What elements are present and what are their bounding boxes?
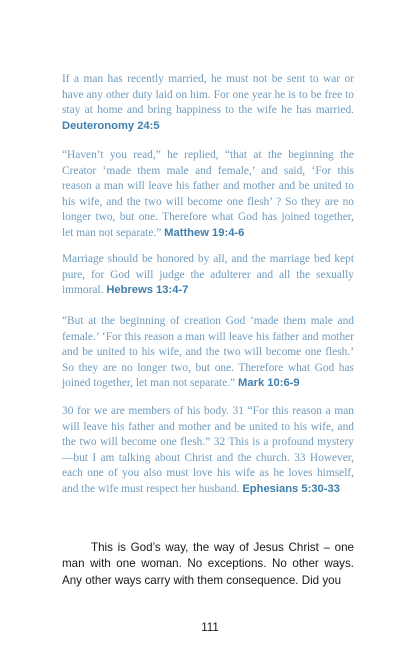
verse-reference: Hebrews 13:4-7 (106, 284, 189, 297)
verse-reference: Ephesians 5:30-33 (242, 482, 340, 495)
verse-text: Marriage should be honored by all, and the marriage bed kept pure, for God will judge the adulterer and all the sexually immoral. (62, 253, 354, 297)
verse-ephesians (62, 404, 354, 498)
verse-reference: Mark 10:6-9 (238, 377, 300, 390)
verse-text: If a man has recently married, he must not be sent to war or have any other duty laid on him. For one year he is to be free to stay at home and bring happiness to the wife he has married. (62, 73, 354, 117)
verse-reference: Matthew 19:4-6 (164, 226, 245, 239)
verse-text: “Haven’t you read,” he replied, “that at the beginning the Creator ‘made them male and female,’ and said, ‘For this reason a man will leave his father and mother and be united to his wife, and the two will become one flesh’ ? So they are no longer two, but one. Therefore what God has joined together, let man not separate.” (62, 149, 354, 239)
verse-mark (62, 314, 354, 392)
verse-text: “But at the beginning of creation God ‘made them male and female.’ ‘For this reason a man will leave his father and mother and be united to his wife, and the two will become one flesh.’ So they are no longer two, but one. Therefore what God has joined together, let man not separate.” (62, 315, 354, 390)
verse-deuteronomy (62, 72, 354, 134)
page-number: 111 (201, 621, 219, 634)
verse-text: 30 for we are members of his body. 31 “For this reason a man will leave his father and mother and be united to his wife, and the two will become one flesh.” 32 This is a profound mystery—but I am talking about Christ and the church. 33 However, each one of you also must love his wife as he loves himself, and the wife must respect her husband. (62, 405, 354, 495)
commentary-paragraph: This is God’s way, the way of Jesus Christ – one man with one woman. No exceptions. No other ways. Any other ways carry with them consequence. Did you (62, 541, 354, 587)
verse-hebrews (62, 252, 354, 299)
verse-reference: Deuteronomy 24:5 (62, 119, 160, 132)
verse-matthew (62, 148, 354, 242)
